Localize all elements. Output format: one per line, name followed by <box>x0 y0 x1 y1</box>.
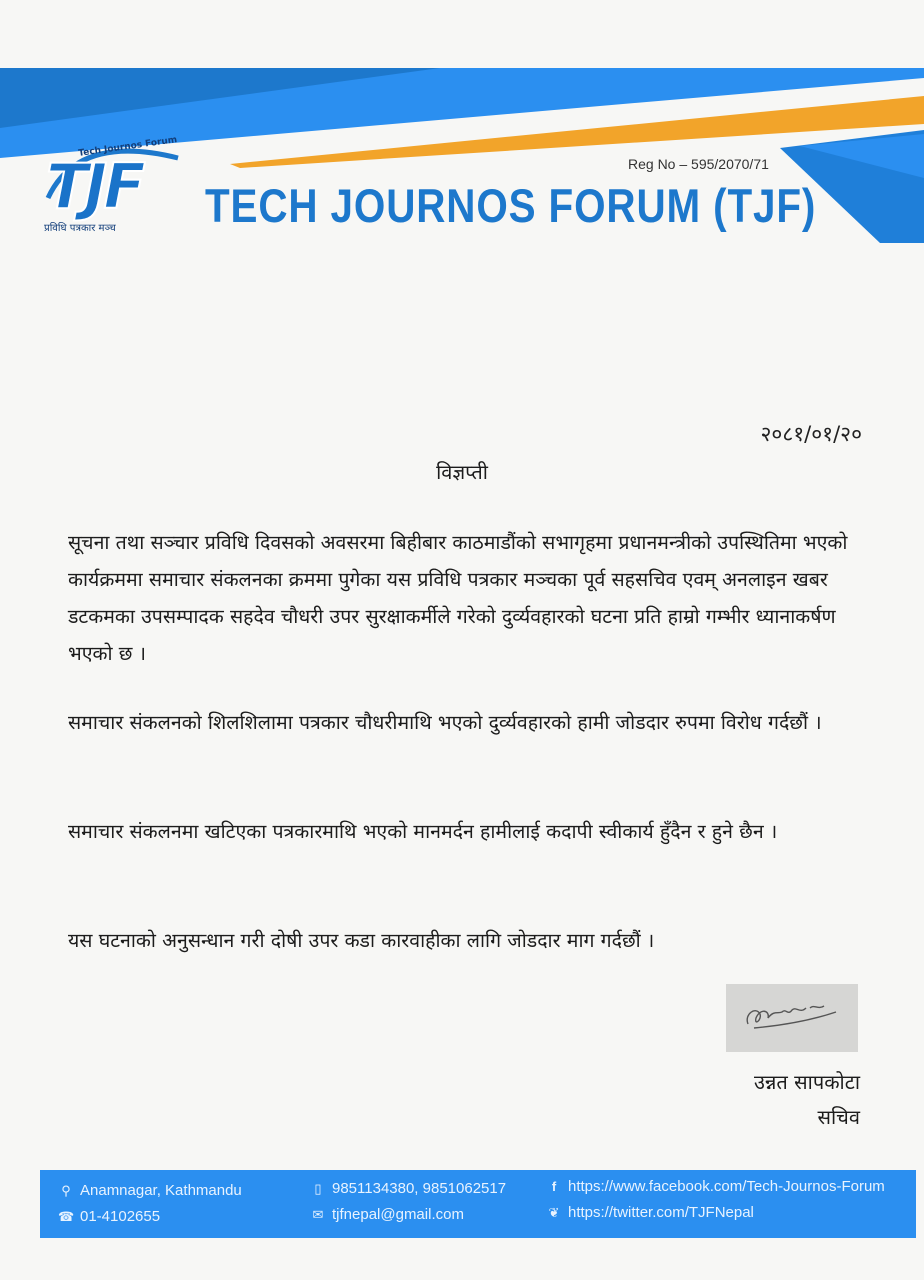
logo-letters: TJF <box>46 150 142 223</box>
organization-name: TECH JOURNOS FORUM (TJF) <box>205 179 817 232</box>
signatory-title: सचिव <box>817 1105 860 1129</box>
mobile-phone-icon: ▯ <box>314 1181 322 1196</box>
document-title: विज्ञप्ती <box>436 460 488 484</box>
letter-date: २०८१/०१/२० <box>760 422 862 446</box>
facebook-icon: f <box>551 1179 557 1194</box>
footer-mobile <box>310 1180 506 1197</box>
twitter-link[interactable]: https://twitter.com/TJFNepal <box>568 1204 754 1221</box>
facebook-link[interactable]: https://www.facebook.com/Tech-Journos-Forum <box>568 1178 885 1195</box>
footer-facebook[interactable] <box>546 1178 885 1195</box>
footer-email <box>310 1206 464 1223</box>
paragraph-2: समाचार संकलनको शिलशिलामा पत्रकार चौधरीमाथि भएको दुर्व्यवहारको हामी जोडदार रुपमा विरोध गर्दछौं । <box>68 711 822 734</box>
logo-top-text: Tech Journos Forum <box>77 135 178 159</box>
footer-twitter[interactable] <box>546 1204 754 1221</box>
logo-sub-text: प्रविधि पत्रकार मञ्च <box>44 223 116 234</box>
telephone-icon: ☎ <box>58 1209 75 1224</box>
address-text: Anamnagar, Kathmandu <box>80 1182 242 1199</box>
signature-scribble <box>726 984 858 1052</box>
registration-number: Reg No – 595/2070/71 <box>628 156 769 172</box>
footer-address <box>58 1182 242 1199</box>
email-text: tjfnepal@gmail.com <box>332 1206 464 1223</box>
paragraph-4: यस घटनाको अनुसन्धान गरी दोषी उपर कडा कारवाहीका लागि जोडदार माग गर्दछौं । <box>68 929 655 952</box>
footer-phone <box>58 1208 160 1225</box>
phone-text: 01-4102655 <box>80 1208 161 1225</box>
letterhead-footer <box>40 1170 916 1238</box>
twitter-icon: ❦ <box>548 1205 560 1220</box>
paragraph-1: सूचना तथा सञ्चार प्रविधि दिवसको अवसरमा बिहीबार काठमाडौंको सभागृहमा प्रधानमन्त्रीको उपस्थितिमा भएको कार्यक्रममा समाचार संकलनका क्रममा पुगेका यस प्रविधि पत्रकार मञ्चका पूर्व सहसचिव एवम् अनलाइन खबर डटकमका उपसम्पादक सहदेव चौधरी उपर सुरक्षाकर्मीले गरेको दुर्व्यवहारको घटना प्रति हाम्रो गम्भीर ध्यानाकर्षण भएको छ । <box>68 531 848 665</box>
envelope-icon: ✉ <box>312 1207 324 1222</box>
handwritten-signature <box>726 984 858 1052</box>
location-pin-icon: ⚲ <box>61 1183 71 1198</box>
signatory-name: उन्नत सापकोटा <box>754 1070 860 1094</box>
mobile-text: 9851134380, 9851062517 <box>332 1180 507 1197</box>
paragraph-3: समाचार संकलनमा खटिएका पत्रकारमाथि भएको मानमर्दन हामीलाई कदापी स्वीकार्य हुँदैन र हुने छैन । <box>68 820 778 843</box>
tjf-logo <box>38 128 188 238</box>
